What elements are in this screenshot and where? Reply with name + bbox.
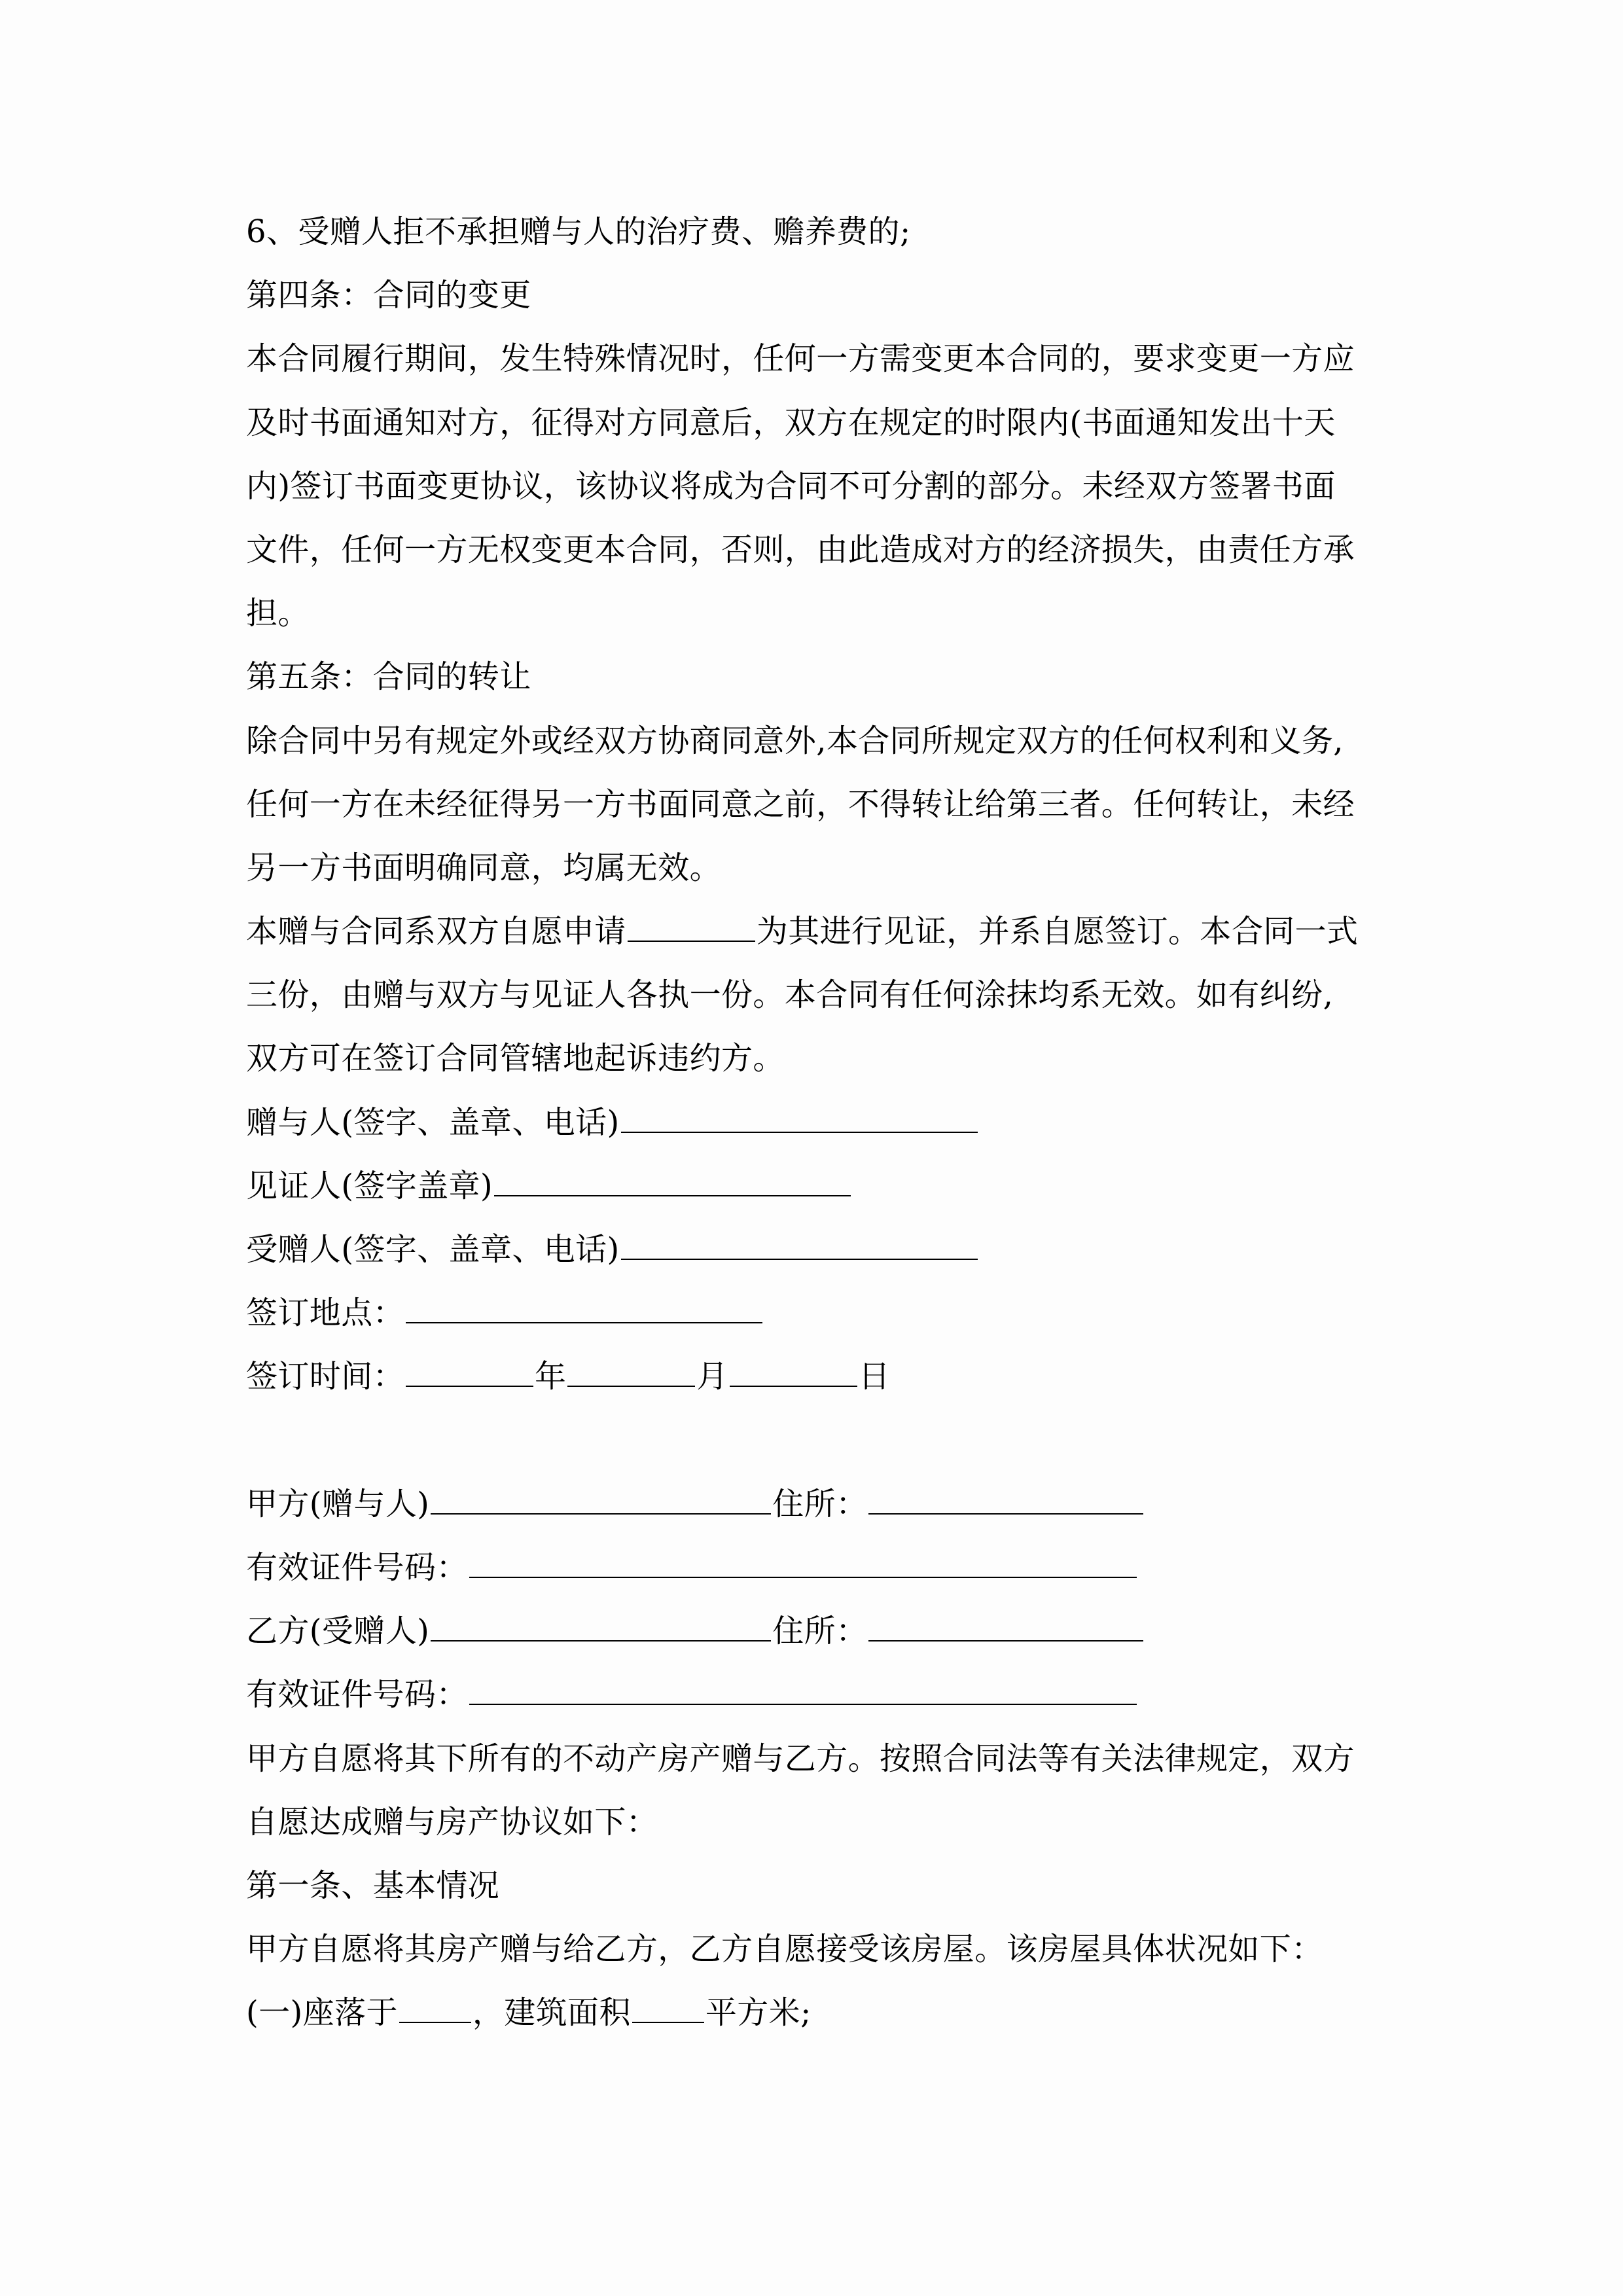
party-a-id-row: [246, 1544, 1385, 1607]
agreement-intro: 甲方自愿将其下所有的不动产房产赠与乙方。按照合同法等有关法律规定，双方: [246, 1740, 1355, 1777]
witness-clause-text: 本赠与合同系双方自愿申请: [246, 913, 626, 950]
witness-org-blank[interactable]: [628, 909, 755, 942]
article-5-text: 任何一方在未经征得另一方书面同意之前，不得转让给第三者。任何转让，未经: [246, 785, 1355, 823]
signing-place-blank[interactable]: [406, 1291, 762, 1323]
party-b-label: 乙方(受赠人): [246, 1613, 430, 1650]
property-area-unit: 平方米;: [705, 1994, 812, 2032]
witness-clause: [246, 908, 1385, 971]
property-location-blank[interactable]: [399, 1990, 471, 2023]
agreement-intro: 自愿达成赠与房产协议如下：: [246, 1803, 658, 1840]
party-b-address-blank[interactable]: [868, 1609, 1143, 1641]
donor-signature-label: 赠与人(签字、盖章、电话): [246, 1103, 620, 1141]
signing-time-label: 签订时间：: [246, 1358, 405, 1395]
party-a-name-blank[interactable]: [431, 1482, 771, 1515]
party-b-id-row: [246, 1671, 1385, 1734]
party-b-row: [246, 1607, 1385, 1671]
witness-signature-blank[interactable]: [494, 1164, 851, 1196]
property-location-row: [246, 1989, 1385, 2053]
article-5-text: 除合同中另有规定外或经双方协商同意外,本合同所规定双方的任何权利和义务,: [246, 722, 1344, 759]
month-label: 月: [696, 1358, 728, 1395]
property-area-blank[interactable]: [632, 1990, 704, 2023]
property-area-label: ，建筑面积: [472, 1994, 631, 2032]
party-a-address-blank[interactable]: [868, 1482, 1143, 1515]
article-4-heading: 第四条：合同的变更: [246, 277, 531, 314]
article-4-text: 内)签订书面变更协议，该协议将成为合同不可分割的部分。未经双方签署书面: [246, 467, 1336, 505]
day-label: 日: [858, 1358, 891, 1395]
signing-month-blank[interactable]: [567, 1354, 695, 1387]
signing-place-row: [246, 1289, 1385, 1353]
clause-item-6: 6、受赠人拒不承担赠与人的治疗费、赡养费的;: [246, 213, 911, 250]
document-page: [246, 208, 1385, 2053]
article-4-text: 担。: [246, 595, 310, 632]
article-4-text: 及时书面通知对方，征得对方同意后，双方在规定的时限内(书面通知发出十天: [246, 404, 1336, 441]
signing-time-row: [246, 1353, 1385, 1416]
article-1-text: 甲方自愿将其房产赠与给乙方，乙方自愿接受该房屋。该房屋具体状况如下：: [246, 1931, 1323, 1968]
article-4-text: 文件，任何一方无权变更本合同，否则，由此造成对方的经济损失，由责任方承: [246, 531, 1355, 568]
party-a-row: [246, 1480, 1385, 1544]
party-b-address-label: 住所：: [772, 1613, 868, 1650]
article-5-text: 另一方书面明确同意，均属无效。: [246, 849, 722, 886]
witness-clause: 三份，由赠与双方与见证人各执一份。本合同有任何涂抹均系无效。如有纠纷,: [246, 977, 1334, 1014]
article-1-heading: 第一条、基本情况: [246, 1867, 500, 1904]
witness-clause-text: 为其进行见证，并系自愿签订。本合同一式: [756, 913, 1359, 950]
party-a-id-label: 有效证件号码：: [246, 1549, 468, 1586]
year-label: 年: [535, 1358, 567, 1395]
article-5-heading: 第五条：合同的转让: [246, 658, 531, 696]
party-a-label: 甲方(赠与人): [246, 1485, 430, 1522]
witness-signature-row: [246, 1162, 1385, 1226]
section-spacer: [246, 1417, 1385, 1480]
witness-signature-label: 见证人(签字盖章): [246, 1167, 493, 1204]
donee-signature-row: [246, 1226, 1385, 1289]
party-b-name-blank[interactable]: [431, 1609, 771, 1641]
article-4-text: 本合同履行期间，发生特殊情况时，任何一方需变更本合同的，要求变更一方应: [246, 340, 1355, 378]
signing-day-blank[interactable]: [730, 1354, 857, 1387]
donee-signature-label: 受赠人(签字、盖章、电话): [246, 1231, 620, 1268]
property-location-label: (一)座落于: [246, 1994, 398, 2032]
donor-signature-row: [246, 1099, 1385, 1162]
donor-signature-blank[interactable]: [621, 1100, 978, 1133]
donee-signature-blank[interactable]: [621, 1227, 978, 1260]
party-b-id-blank[interactable]: [469, 1672, 1137, 1705]
signing-year-blank[interactable]: [406, 1354, 533, 1387]
party-a-address-label: 住所：: [772, 1485, 868, 1522]
signing-place-label: 签订地点：: [246, 1295, 405, 1332]
party-b-id-label: 有效证件号码：: [246, 1676, 468, 1713]
witness-clause: 双方可在签订合同管辖地起诉违约方。: [246, 1040, 785, 1077]
party-a-id-blank[interactable]: [469, 1545, 1137, 1578]
